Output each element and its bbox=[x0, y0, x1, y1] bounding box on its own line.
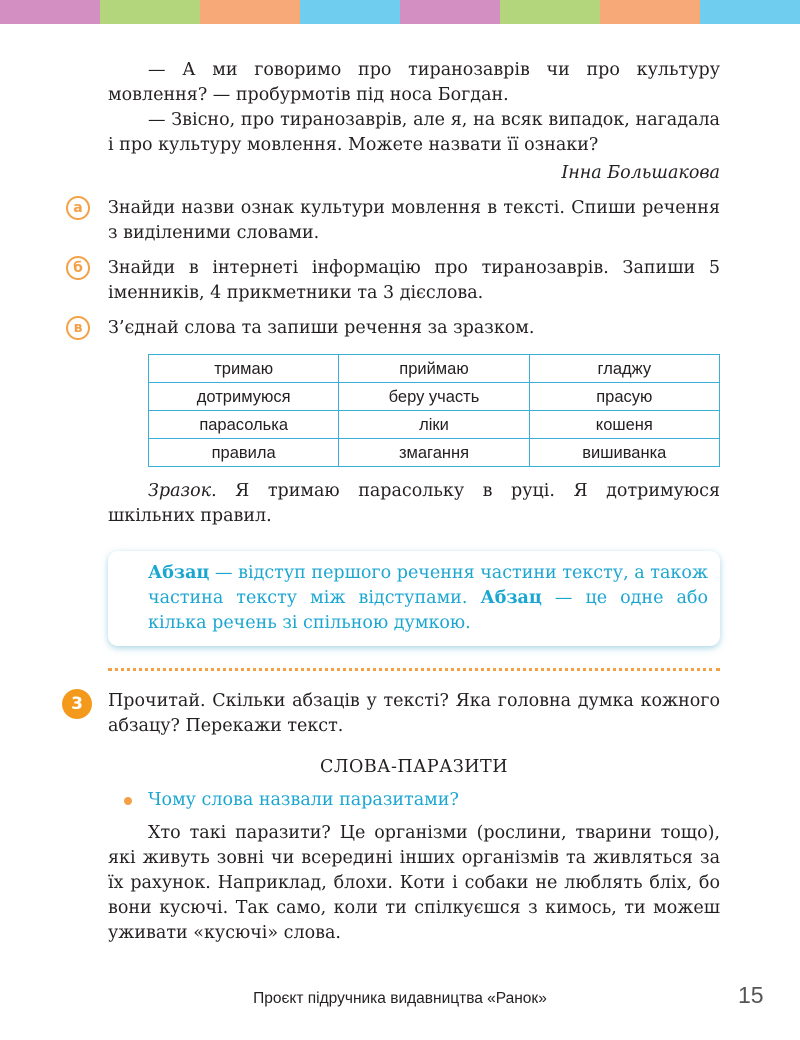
table-cell: тримаю bbox=[149, 355, 339, 383]
guiding-question bbox=[108, 788, 720, 813]
definition-text-2: — це одне або кілька речень зі спільною думкою. bbox=[148, 588, 709, 633]
definition-box bbox=[108, 551, 720, 646]
sample-text: . Я тримаю парасольку в руці. Я дотримуюся шкільних правил. bbox=[108, 481, 720, 526]
table-cell: дотримуюся bbox=[149, 383, 339, 411]
stripe bbox=[0, 0, 100, 24]
table-cell: гладжу bbox=[529, 355, 719, 383]
table-row bbox=[149, 355, 720, 383]
dialogue-line-1: — А ми говоримо про тиранозаврів чи про культуру мовлення? — пробурмотів під носа Богдан. bbox=[108, 60, 720, 105]
table-cell: парасолька bbox=[149, 411, 339, 439]
stripe bbox=[200, 0, 300, 24]
table-cell: правила bbox=[149, 439, 339, 467]
page-content bbox=[71, 58, 720, 946]
task-a bbox=[73, 196, 720, 246]
task-v bbox=[73, 316, 720, 341]
table-row bbox=[149, 439, 720, 467]
table-cell: кошеня bbox=[529, 411, 719, 439]
definition-text-1: — відступ першого речення частини тексту, а також частина тексту між відступами. bbox=[148, 563, 708, 608]
sample-sentence bbox=[108, 479, 720, 529]
question-text: Чому слова назвали паразитами? bbox=[148, 790, 459, 810]
stripe bbox=[700, 0, 800, 24]
task-b bbox=[73, 256, 720, 306]
task-v-text: З’єднай слова та запиши речення за зразком. bbox=[108, 318, 535, 338]
word-table bbox=[148, 354, 720, 467]
task-marker-a: а bbox=[66, 196, 90, 220]
stripe bbox=[500, 0, 600, 24]
bullet-icon bbox=[124, 797, 132, 805]
task-b-text: Знайди в інтернеті інформацію про тиранозаврів. Запиши 5 іменників, 4 прикметники та 3 дієслова. bbox=[108, 258, 720, 303]
top-color-stripes bbox=[0, 0, 800, 24]
definition-term: Абзац bbox=[148, 563, 210, 583]
sample-label: Зразок bbox=[148, 481, 212, 501]
stripe bbox=[100, 0, 200, 24]
exercise-3 bbox=[71, 689, 720, 739]
table-cell: прасую bbox=[529, 383, 719, 411]
dotted-divider bbox=[108, 668, 720, 671]
task-a-text: Знайди назви ознак культури мовлення в тексті. Спиши речення з виділеними словами. bbox=[108, 198, 720, 243]
task-marker-b: б bbox=[66, 256, 90, 280]
exercise-number: 3 bbox=[62, 689, 92, 719]
stripe bbox=[300, 0, 400, 24]
table-cell: змагання bbox=[339, 439, 529, 467]
page-number: 15 bbox=[738, 982, 764, 1008]
table-row bbox=[149, 411, 720, 439]
table-row bbox=[149, 383, 720, 411]
dialogue-line-2: — Звісно, про тиранозаврів, але я, на всяк випадок, нагадала і про культуру мовлення. Можете назвати її ознаки? bbox=[108, 110, 720, 155]
exercise-instruction: Прочитай. Скільки абзаців у тексті? Яка головна думка кожного абзацу? Перекажи текст. bbox=[108, 691, 720, 736]
footer-caption: Проєкт підручника видавництва «Ранок» bbox=[253, 990, 547, 1007]
stripe bbox=[400, 0, 500, 24]
definition-term: Абзац bbox=[480, 588, 542, 608]
text-paragraph: Хто такі паразити? Це організми (рослини, тварини тощо), які живуть зовні чи всередині інших організмів та живляться за їх рахунок. Наприклад, блохи. Коти і собаки не люблять бліх, бо вони кусючі. Так само, коли ти спілкуєшся з кимось, ти можеш уживати «кусючі» слова. bbox=[108, 823, 720, 943]
table-cell: вишиванка bbox=[529, 439, 719, 467]
table-cell: приймаю bbox=[339, 355, 529, 383]
stripe bbox=[600, 0, 700, 24]
table-cell: ліки bbox=[339, 411, 529, 439]
task-marker-v: в bbox=[66, 316, 90, 340]
table-cell: беру участь bbox=[339, 383, 529, 411]
text-title: СЛОВА-ПАРАЗИТИ bbox=[319, 757, 508, 777]
author-name: Інна Большакова bbox=[561, 163, 720, 183]
